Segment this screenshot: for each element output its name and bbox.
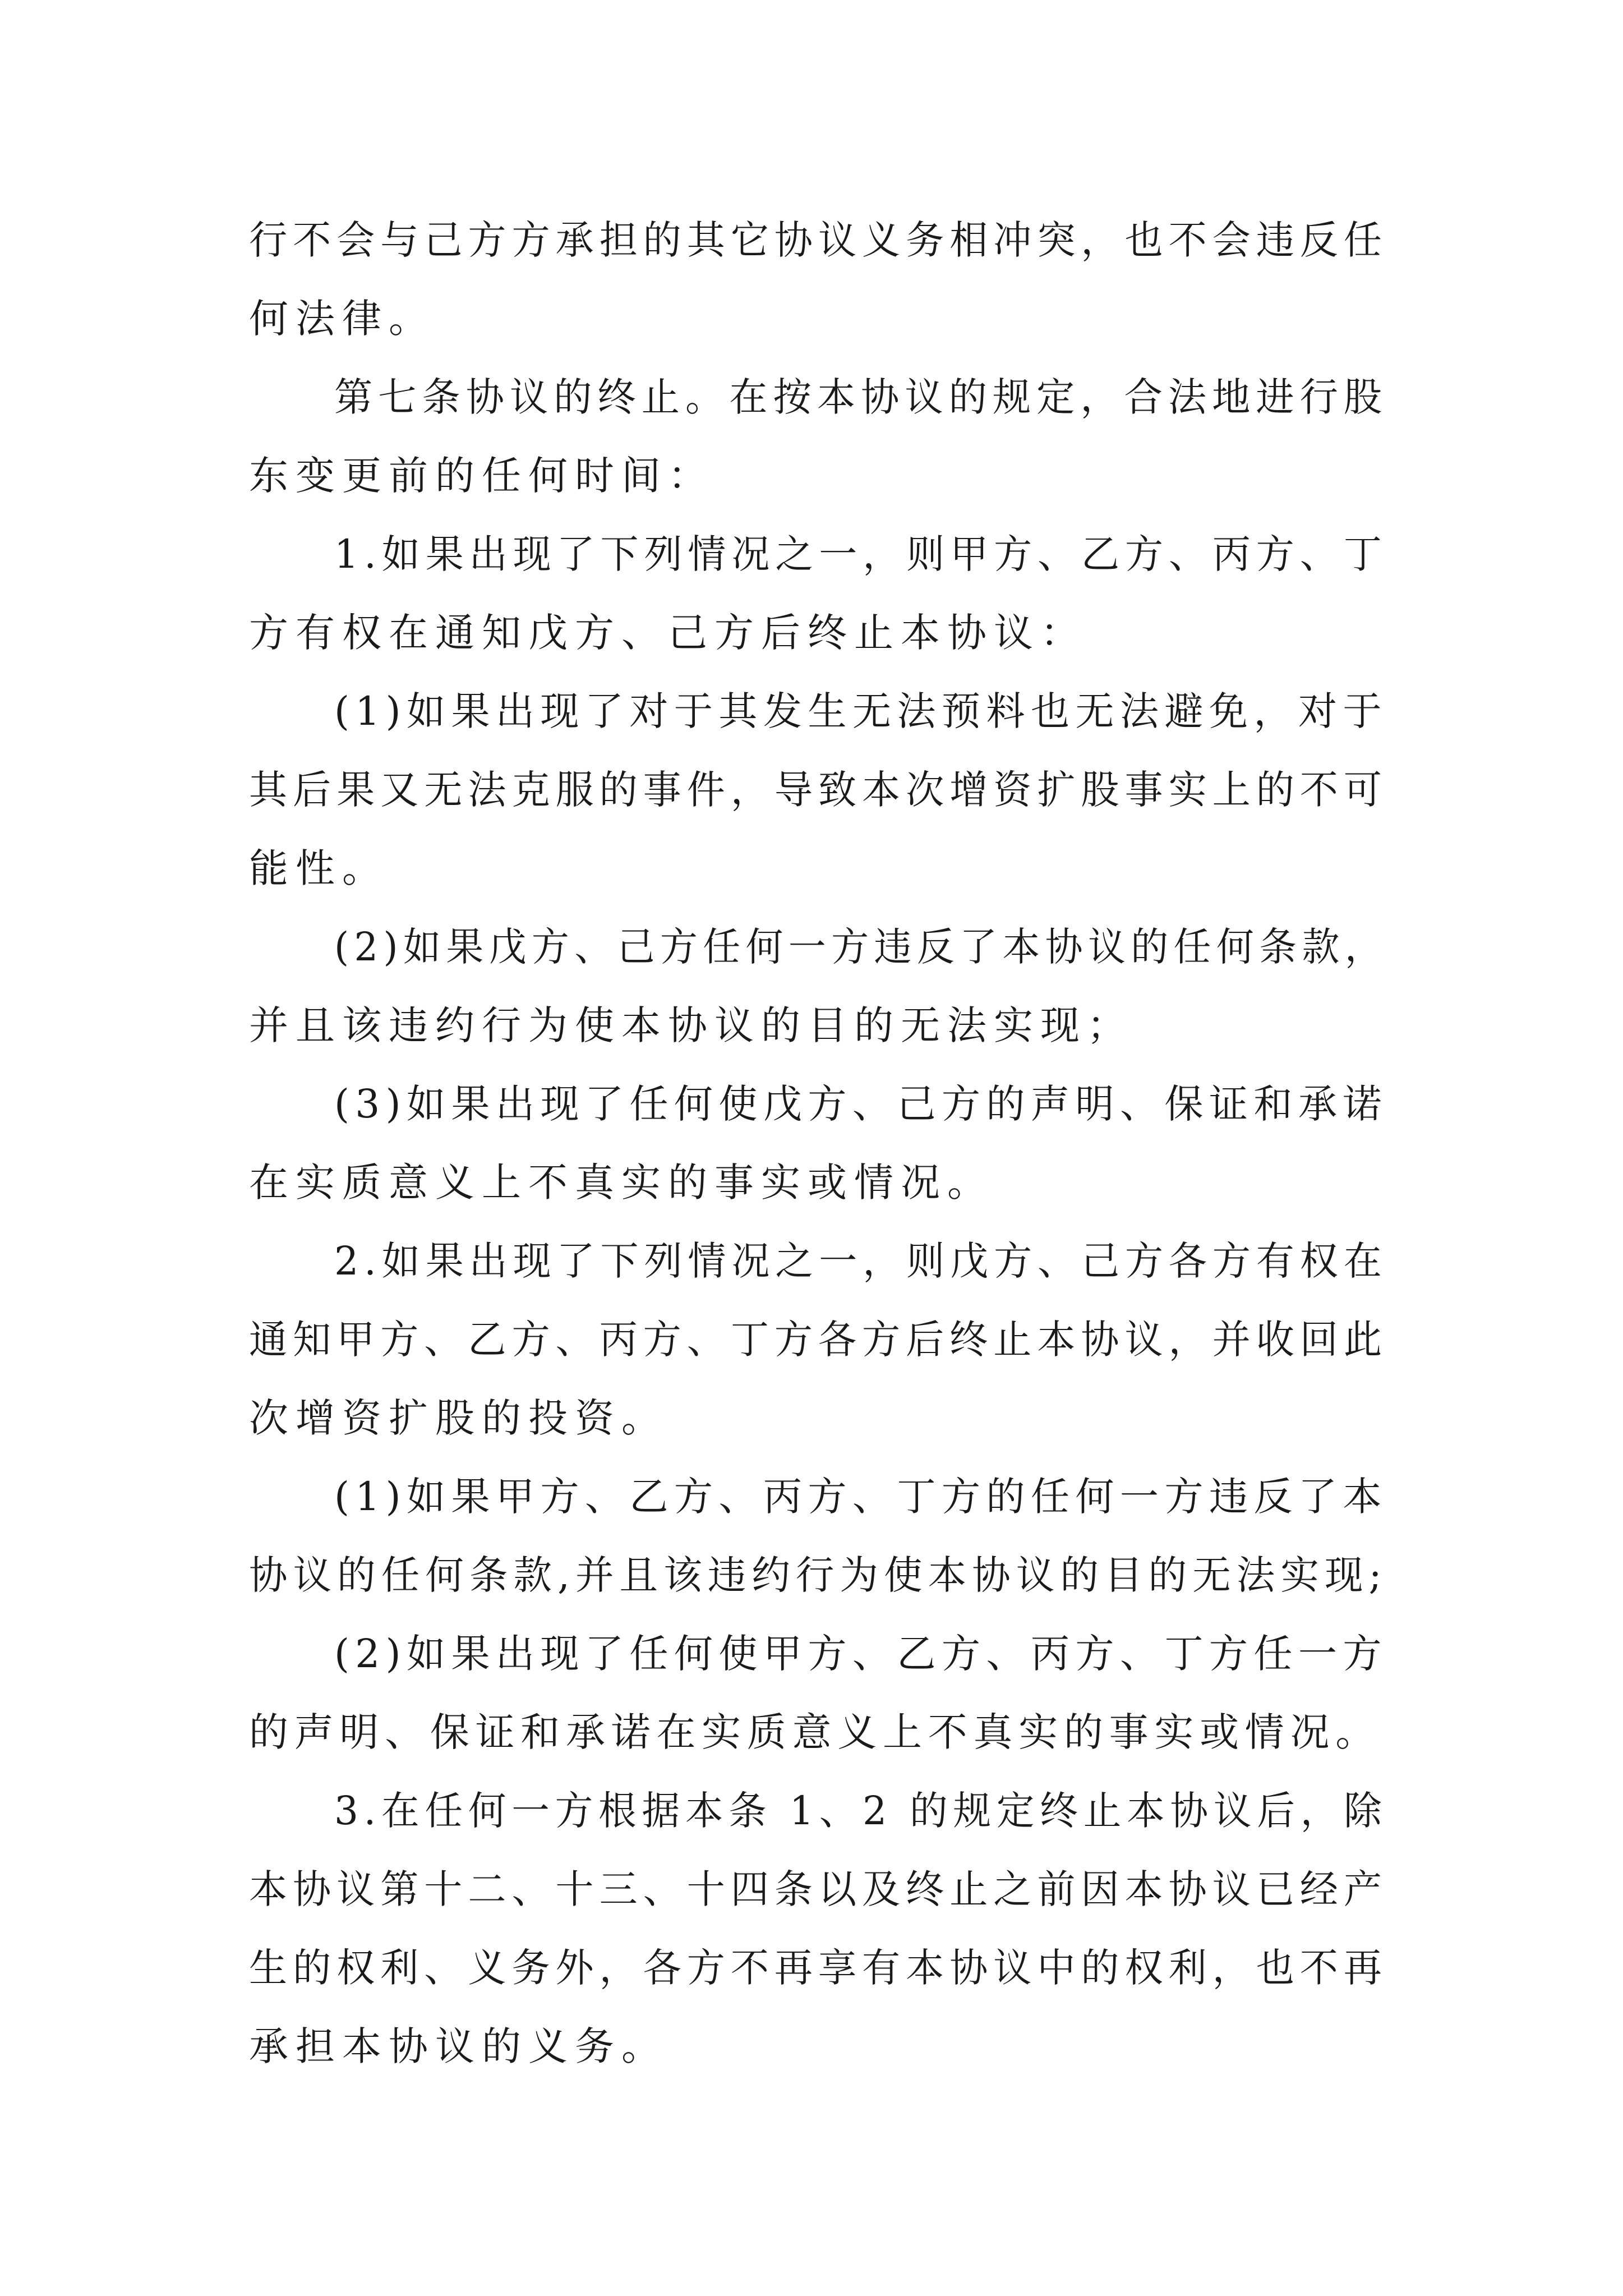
text-line: (2)如果戊方、己方任何一方违反了本协议的任何条款，	[334, 924, 1388, 970]
text-line: 2.如果出现了下列情况之一，则戊方、己方各方有权在	[334, 1238, 1387, 1284]
text-line: (1)如果甲方、乙方、丙方、丁方的任何一方违反了本	[334, 1474, 1387, 1520]
text-line: 本协议第十二、十三、十四条以及终止之前因本协议已经产	[249, 1866, 1387, 1912]
text-line: 并且该违约行为使本协议的目的无法实现；	[249, 1002, 1133, 1048]
text-line: 东变更前的任何时间：	[249, 453, 714, 499]
text-line: 的声明、保证和承诺在实质意义上不真实的事实或情况。	[249, 1709, 1381, 1755]
text-line: 第七条协议的终止。在按本协议的规定，合法地进行股	[334, 374, 1388, 420]
text-line: 承担本协议的义务。	[249, 2023, 668, 2069]
text-line: (1)如果出现了对于其发生无法预料也无法避免，对于	[334, 688, 1387, 734]
text-line: 何法律。	[249, 296, 435, 342]
text-line: (3)如果出现了任何使戊方、己方的声明、保证和承诺	[334, 1081, 1387, 1127]
text-line: 通知甲方、乙方、丙方、丁方各方后终止本协议，并收回此	[249, 1317, 1387, 1363]
text-line: 在实质意义上不真实的事实或情况。	[249, 1159, 994, 1205]
text-line: 行不会与己方方承担的其它协议义务相冲突，也不会违反任	[249, 217, 1387, 263]
text-line: 1.如果出现了下列情况之一，则甲方、乙方、丙方、丁	[334, 531, 1387, 577]
text-line: 其后果又无法克服的事件，导致本次增资扩股事实上的不可	[249, 767, 1387, 813]
text-line: 3.在任何一方根据本条 1、2 的规定终止本协议后，除	[334, 1788, 1387, 1834]
text-line: 协议的任何条款,并且该违约行为使本协议的目的无法实现;	[249, 1552, 1387, 1598]
text-line: 次增资扩股的投资。	[249, 1395, 668, 1441]
text-line: 能性。	[249, 845, 389, 891]
text-line: (2)如果出现了任何使甲方、乙方、丙方、丁方任一方	[334, 1631, 1387, 1677]
text-line: 生的权利、义务外，各方不再享有本协议中的权利，也不再	[249, 1945, 1387, 1991]
text-line: 方有权在通知戊方、己方后终止本协议：	[249, 610, 1087, 656]
